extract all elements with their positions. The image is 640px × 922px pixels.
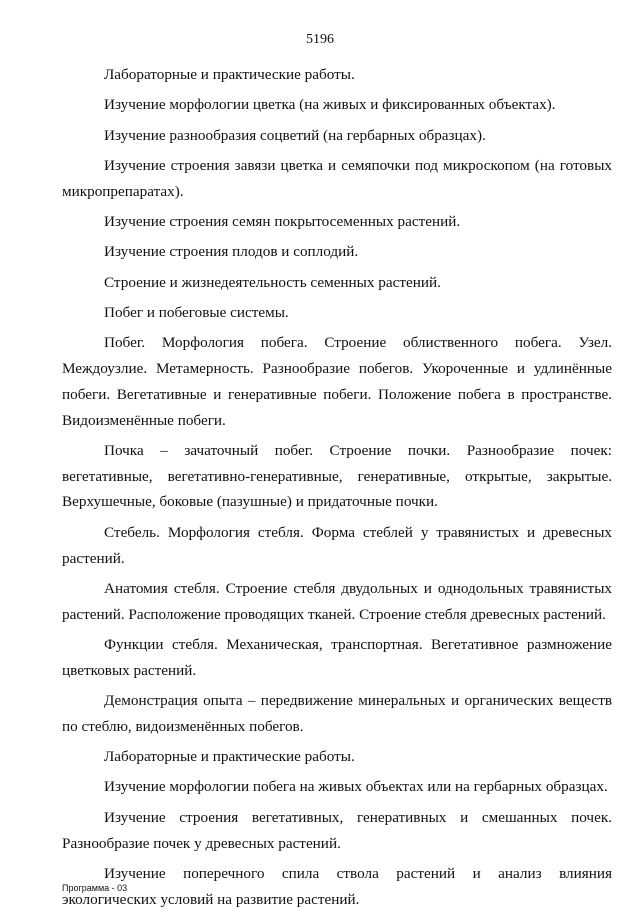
page-number: 5196 xyxy=(306,32,334,47)
paragraph: Изучение строения вегетативных, генеративных и смешанных почек. Разнообразие почек у древесных растений. xyxy=(62,808,612,852)
paragraph: Строение и жизнедеятельность семенных растений. xyxy=(104,273,441,291)
paragraph: Изучение строения семян покрытосеменных растений. xyxy=(104,212,461,230)
paragraph: Лабораторные и практические работы. xyxy=(104,66,355,83)
paragraph: Демонстрация опыта – передвижение минеральных и органических веществ по стеблю, видоизменённых побегов. xyxy=(62,692,612,735)
paragraph: Почка – зачаточный побег. Строение почки. Разнообразие почек: вегетативные, вегетативно-генеративные, генеративные, открытые, закрытые. Верхушечные, боковые (пазушные) и придаточные почки. xyxy=(62,441,612,511)
paragraph: Изучение строения плодов и соплодий. xyxy=(104,243,359,261)
paragraph: Анатомия стебля. Строение стебля двудольных и однодольных травянистых растений. Расположение проводящих тканей. Строение стебля древесных растений. xyxy=(62,579,612,623)
paragraph: Побег и побеговые системы. xyxy=(104,303,289,321)
paragraph: Стебель. Морфология стебля. Форма стеблей у травянистых и древесных растений. xyxy=(62,523,612,567)
paragraph: Изучение разнообразия соцветий (на гербарных образцах). xyxy=(104,126,486,144)
paragraph: Побег. Морфология побега. Строение облиственного побега. Узел. Междоузлие. Метамерность. Разнообразие побегов. Укороченные и удлинённые побеги. Вегетативные и генеративные побеги. Положение побега в пространстве. Видоизменённые побеги. xyxy=(62,334,612,429)
paragraph: Изучение поперечного спила ствола растений и анализ влияния экологических условий на развитие растений. xyxy=(62,864,612,908)
paragraph: Функции стебля. Механическая, транспортная. Вегетативное размножение цветковых растений. xyxy=(62,635,612,679)
footer-label: Программа - 03 xyxy=(62,883,128,893)
document-body xyxy=(62,62,612,917)
paragraph: Изучение строения завязи цветка и семяпочки под микроскопом (на готовых микропрепаратах). xyxy=(62,156,612,200)
paragraph: Изучение морфологии цветка (на живых и фиксированных объектах). xyxy=(104,96,556,114)
paragraph: Изучение морфологии побега на живых объектах или на гербарных образцах. xyxy=(104,778,608,796)
paragraph: Лабораторные и практические работы. xyxy=(104,748,355,766)
